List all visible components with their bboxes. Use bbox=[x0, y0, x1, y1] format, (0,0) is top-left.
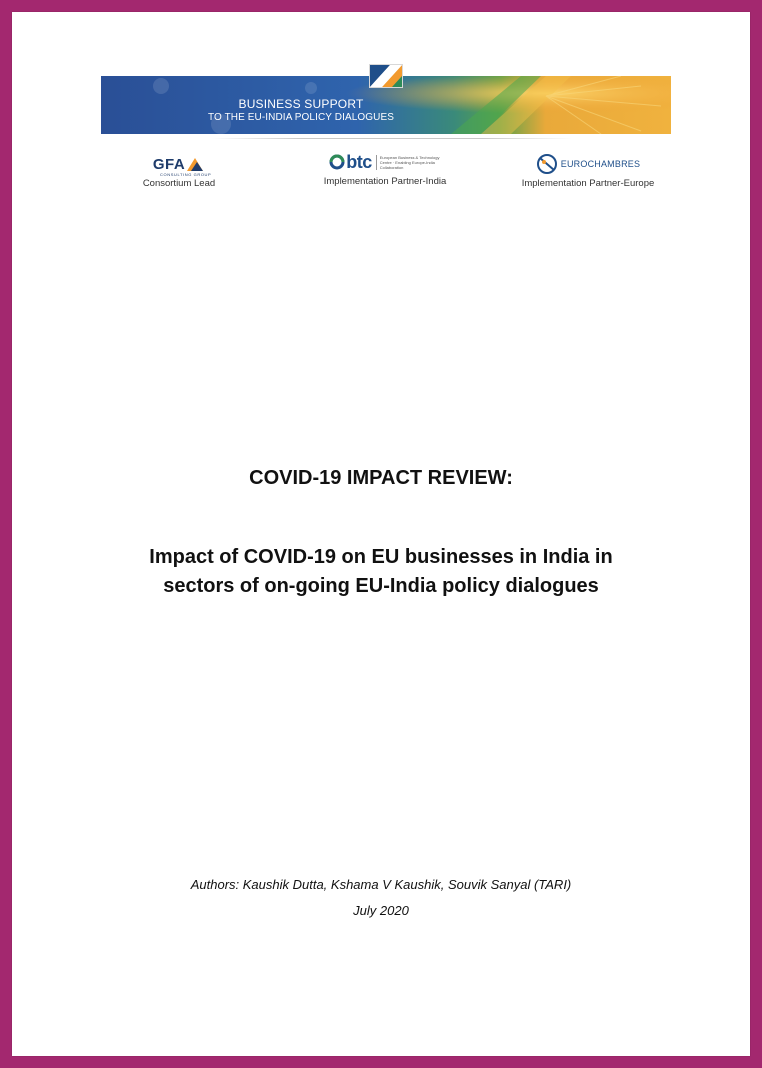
document-title: COVID-19 IMPACT REVIEW: bbox=[249, 467, 513, 489]
partner-caption: Implementation Partner-Europe bbox=[521, 178, 655, 189]
gfa-logo-subtext: CONSULTING GROUP bbox=[160, 172, 212, 177]
document-page bbox=[12, 12, 750, 1056]
partner-caption: Consortium Lead bbox=[142, 178, 216, 189]
banner-divider bbox=[212, 138, 572, 139]
btc-logo-subtext: European Business & Technology Centre · Enabling Europe-India Collaboration bbox=[376, 155, 442, 170]
banner-subtitle: TO THE EU-INDIA POLICY DIALOGUES bbox=[207, 111, 395, 123]
eurochambres-logo-text: EUROCHAMBRES bbox=[560, 159, 641, 169]
partner-caption: Implementation Partner-India bbox=[323, 176, 447, 187]
gfa-logo-text: GFA bbox=[152, 155, 186, 173]
eurochambres-globe-icon bbox=[536, 153, 558, 175]
subtitle-line-1: Impact of COVID-19 on EU businesses in India in bbox=[149, 546, 613, 568]
eu-india-flag-icon bbox=[369, 64, 403, 88]
authors-line: Authors: Kaushik Dutta, Kshama V Kaushik, Souvik Sanyal (TARI) bbox=[190, 877, 572, 892]
banner-title: BUSINESS SUPPORT bbox=[238, 96, 364, 111]
document-subtitle bbox=[72, 543, 690, 601]
partner-btc bbox=[300, 148, 470, 187]
btc-swirl-icon bbox=[328, 154, 346, 170]
btc-logo-text: btc bbox=[346, 151, 372, 172]
partner-gfa bbox=[124, 150, 234, 189]
gfa-triangle-icon bbox=[185, 156, 205, 172]
partner-eurochambres bbox=[506, 150, 670, 189]
publication-date: July 2020 bbox=[353, 903, 409, 918]
subtitle-line-2: sectors of on-going EU-India policy dialogues bbox=[163, 575, 599, 597]
